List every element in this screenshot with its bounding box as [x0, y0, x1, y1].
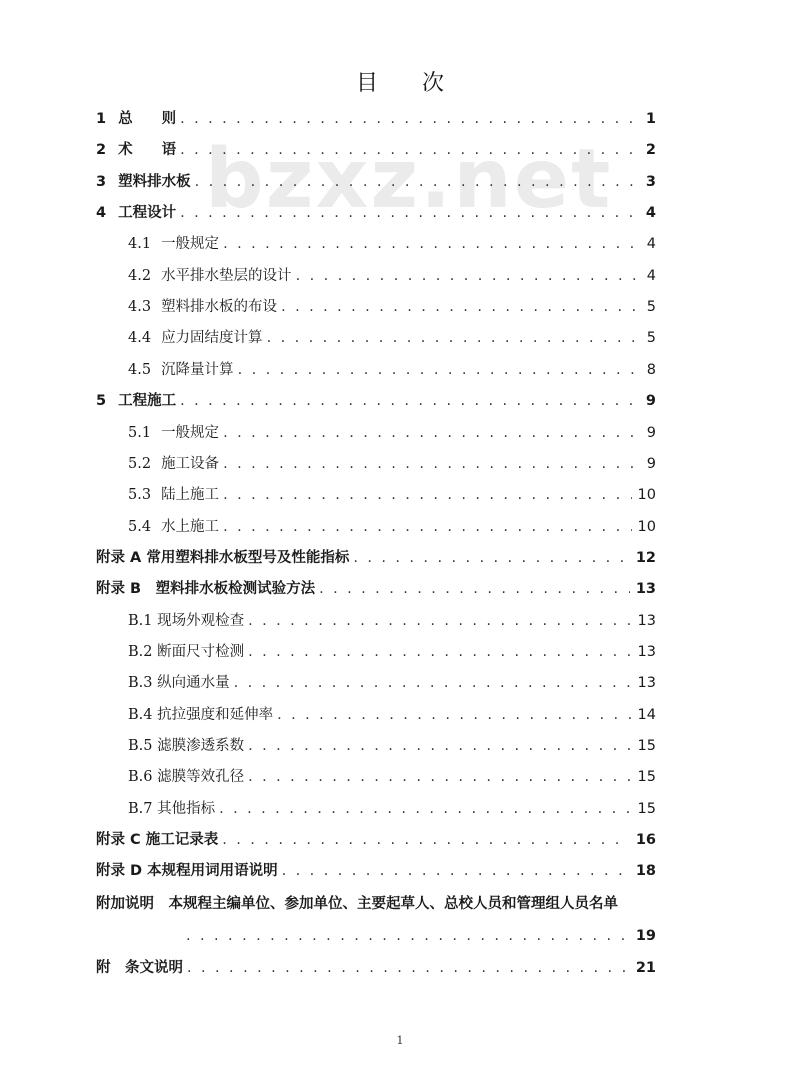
toc-entry-page: 4 [646, 268, 656, 284]
toc-entry[interactable] [128, 266, 656, 286]
dot-leader [248, 642, 631, 662]
toc-entry-number: 4.1 [128, 236, 152, 252]
toc-entry-number: 5.4 [128, 519, 152, 535]
dot-leader [223, 454, 641, 474]
dot-leader [222, 830, 630, 850]
dot-leader [353, 548, 629, 568]
toc-entry-appendix-note[interactable] [96, 894, 696, 914]
dot-leader [282, 861, 630, 881]
toc-entry-number: 4.2 [128, 268, 152, 284]
toc-entry-label: 附加说明 本规程主编单位、参加单位、主要起草人、总校人员和管理组人员名单 [96, 896, 618, 912]
toc-entry[interactable] [128, 328, 656, 348]
dot-leader [187, 958, 630, 978]
toc-entry-page: 18 [635, 863, 656, 879]
toc-entry-number: 2 [96, 142, 107, 158]
toc-entry-page: 19 [635, 928, 656, 944]
toc-entry[interactable] [96, 391, 656, 411]
dot-leader [248, 767, 631, 787]
dot-leader [281, 297, 641, 317]
toc-entry[interactable] [128, 767, 656, 787]
toc-entry[interactable] [128, 642, 656, 662]
toc-entry-label: 工程施工 [118, 393, 177, 409]
toc-entry-page: 13 [637, 613, 656, 629]
toc-entry[interactable] [96, 140, 656, 160]
dot-leader [180, 203, 640, 223]
toc-entry[interactable] [128, 297, 656, 317]
toc-entry[interactable] [96, 548, 656, 568]
toc-entry-label: 水上施工 [161, 519, 220, 535]
toc-entry-number: 1 [96, 111, 107, 127]
toc-entry-label: 一般规定 [161, 425, 220, 441]
toc-entry-page: 5 [646, 299, 656, 315]
toc-entry-page: 5 [646, 330, 656, 346]
dot-leader [180, 109, 640, 129]
toc-entry-page: 12 [635, 550, 656, 566]
dot-leader [267, 328, 641, 348]
toc-entry-appendix-note-leader [186, 926, 656, 946]
toc-entry[interactable] [128, 611, 656, 631]
dot-leader [277, 705, 631, 725]
toc-entry-explanation[interactable] [96, 958, 656, 978]
dot-leader [223, 485, 631, 505]
toc-entry-page: 10 [637, 519, 656, 535]
toc-entry-label: B.2 断面尺寸检测 [128, 644, 245, 660]
toc-entry[interactable] [96, 830, 656, 850]
toc-entry-label: 附录 D 本规程用词用语说明 [96, 863, 278, 879]
dot-leader [223, 423, 641, 443]
toc-entry-label: 施工设备 [161, 456, 220, 472]
toc-entry-page: 9 [646, 456, 656, 472]
toc-entry-number: 4 [96, 205, 107, 221]
toc-entry-label: 塑料排水板的布设 [161, 299, 278, 315]
toc-entry-page: 4 [645, 205, 656, 221]
page-title: 目 次 [355, 71, 444, 96]
dot-leader [223, 234, 641, 254]
toc-entry-page: 13 [637, 675, 656, 691]
toc-entry-page: 9 [646, 425, 656, 441]
toc-entry-label: B.7 其他指标 [128, 801, 216, 817]
toc-entry-label: 附录 B 塑料排水板检测试验方法 [96, 581, 316, 597]
toc-entry-page: 4 [646, 236, 656, 252]
toc-entry[interactable] [128, 705, 656, 725]
toc-entry-page: 15 [637, 738, 656, 754]
toc-entry-page: 13 [635, 581, 656, 597]
toc-entry-label: 塑料排水板 [118, 174, 191, 190]
toc-entry-label: 附录 C 施工记录表 [96, 832, 219, 848]
dot-leader [195, 172, 640, 192]
toc-entry[interactable] [128, 736, 656, 756]
toc-entry-page: 9 [645, 393, 656, 409]
toc-entry[interactable] [96, 203, 656, 223]
toc-entry-page: 21 [635, 960, 656, 976]
toc-entry-page: 10 [637, 487, 656, 503]
toc-entry-label: 陆上施工 [161, 487, 220, 503]
toc-entry-page: 8 [646, 362, 656, 378]
toc-entry-number: 4.4 [128, 330, 152, 346]
toc-entry-number: 3 [96, 174, 107, 190]
toc-entry-page: 13 [637, 644, 656, 660]
toc-entry[interactable] [128, 673, 656, 693]
toc-entry-number: 5.3 [128, 487, 152, 503]
watermark: bzxz.net [205, 132, 613, 227]
dot-leader [248, 611, 631, 631]
toc-entry[interactable] [96, 172, 656, 192]
toc-entry[interactable] [128, 234, 656, 254]
toc-entry[interactable] [128, 799, 656, 819]
toc-entry-label: 总 则 [118, 111, 177, 127]
toc-entry-page: 16 [635, 832, 656, 848]
toc-entry-number: 5 [96, 393, 107, 409]
toc-entry-page: 2 [645, 142, 656, 158]
toc-entry-label: 一般规定 [161, 236, 220, 252]
toc-entry[interactable] [96, 861, 656, 881]
toc-entry-page: 15 [637, 769, 656, 785]
toc-entry-label: 工程设计 [118, 205, 177, 221]
dot-leader [219, 799, 631, 819]
toc-entry-number: 4.3 [128, 299, 152, 315]
toc-entry-page: 1 [645, 111, 656, 127]
toc-entry-label: 水平排水垫层的设计 [161, 268, 292, 284]
page-number-footer: 1 [396, 1034, 404, 1047]
dot-leader [238, 360, 641, 380]
toc-entry[interactable] [128, 485, 656, 505]
toc-entry[interactable] [128, 454, 656, 474]
toc-entry[interactable] [128, 517, 656, 537]
dot-leader [296, 266, 641, 286]
dot-leader [180, 391, 640, 411]
toc-entry[interactable] [96, 109, 656, 129]
toc-entry-label: 应力固结度计算 [161, 330, 263, 346]
toc-entry-label: 沉降量计算 [161, 362, 234, 378]
toc-entry-number: 4.5 [128, 362, 152, 378]
toc-entry-label: 附录 A 常用塑料排水板型号及性能指标 [96, 550, 350, 566]
dot-leader [223, 517, 631, 537]
toc-entry-number: 5.2 [128, 456, 152, 472]
dot-leader [186, 926, 630, 946]
toc-entry[interactable] [128, 423, 656, 443]
dot-leader [180, 140, 640, 160]
toc-entry-label: B.4 抗拉强度和延伸率 [128, 707, 274, 723]
toc-entry-label: 术 语 [118, 142, 177, 158]
toc-entry[interactable] [128, 360, 656, 380]
dot-leader [248, 736, 631, 756]
toc-entry-page: 15 [637, 801, 656, 817]
toc-entry-label: B.6 滤膜等效孔径 [128, 769, 245, 785]
toc-entry-label: 附 条文说明 [96, 960, 183, 976]
dot-leader [234, 673, 632, 693]
toc-entry-label: B.5 滤膜渗透系数 [128, 738, 245, 754]
toc-entry[interactable] [96, 579, 656, 599]
toc-entry-label: B.1 现场外观检查 [128, 613, 245, 629]
toc-entry-label: B.3 纵向通水量 [128, 675, 230, 691]
toc-entry-page: 14 [637, 707, 656, 723]
dot-leader [319, 579, 630, 599]
toc-entry-number: 5.1 [128, 425, 152, 441]
toc-entry-page: 3 [645, 174, 656, 190]
